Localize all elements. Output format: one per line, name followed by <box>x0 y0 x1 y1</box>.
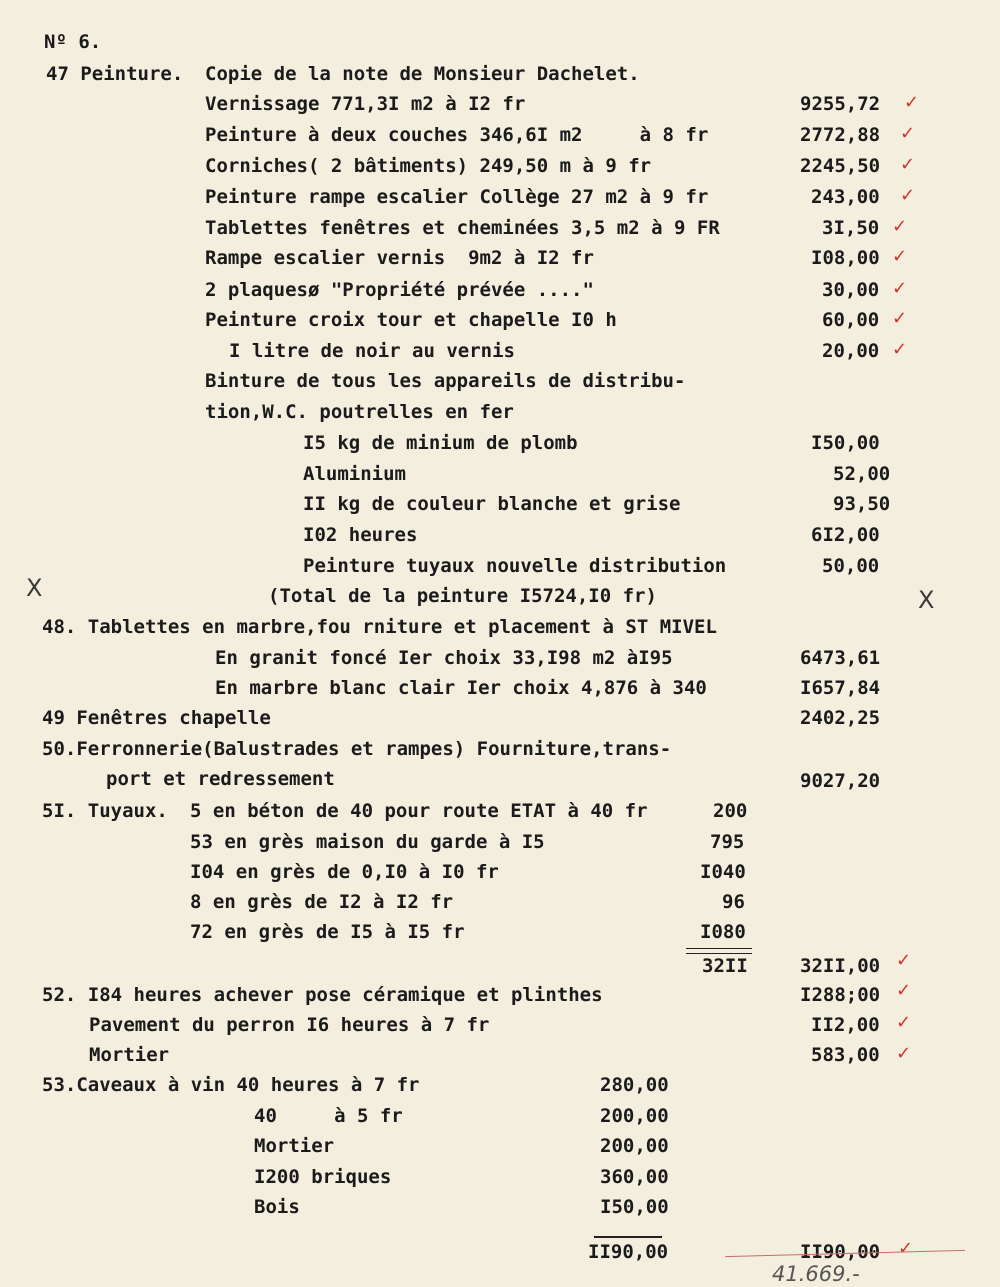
s51-item-amount: I080 <box>700 921 746 943</box>
s47-subitem-amount: 52,00 <box>833 463 891 485</box>
s53-item-label: I200 briques <box>254 1166 392 1188</box>
check-mark-icon: ✓ <box>898 1238 914 1259</box>
s47-item-amount: 60,00 <box>822 309 880 331</box>
section-50-line: 50.Ferronnerie(Balustrades et rampes) Fourniture,trans- <box>42 738 672 760</box>
s53-item-amount: 360,00 <box>600 1166 669 1188</box>
s53-subtotal-rule <box>594 1236 662 1238</box>
s53-item-label: Mortier <box>254 1135 335 1157</box>
s47-subitem-amount: 50,00 <box>822 555 880 577</box>
s47-item-label: Peinture à deux couches 346,6I m2 à 8 fr <box>205 124 709 146</box>
s51-item-amount: 200 <box>713 800 748 822</box>
s47-item-amount: 243,00 <box>811 186 880 208</box>
check-mark-icon: ✓ <box>896 980 912 1001</box>
section-47-title: 47 Peinture. <box>46 63 184 85</box>
page-number: Nº 6. <box>44 31 102 53</box>
s51-item-amount: I040 <box>700 861 746 883</box>
s47-subitem-label: Aluminium <box>303 463 406 485</box>
section-53-amount: II90,00 <box>800 1241 881 1263</box>
s53-item-amount: 280,00 <box>600 1074 669 1096</box>
cross-mark-icon: X <box>26 574 43 602</box>
s47-item-amount: 2245,50 <box>800 155 881 177</box>
s52-item-amount: I288;00 <box>800 984 881 1006</box>
s47-subitem-label: I02 heures <box>303 524 418 546</box>
s47-item-label: 2 plaquesø "Propriété prévée ...." <box>205 279 594 301</box>
s48-item-amount: 6473,61 <box>800 647 881 669</box>
s47-item-label: Peinture rampe escalier Collège 27 m2 à 9 fr <box>205 186 709 208</box>
s47-item-amount: I08,00 <box>811 247 880 269</box>
s52-item-label: Mortier <box>89 1044 170 1066</box>
s47-item-label: Corniches( 2 bâtiments) 249,50 m à 9 fr <box>205 155 652 177</box>
check-mark-icon: ✓ <box>892 339 908 360</box>
s47-subitem-amount: 6I2,00 <box>811 524 880 546</box>
section-47-subtitle: Copie de la note de Monsieur Dachelet. <box>205 63 640 85</box>
s47-item-label: Tablettes fenêtres et cheminées 3,5 m2 à 9 FR <box>205 217 720 239</box>
s47-item-label: Rampe escalier vernis 9m2 à I2 fr <box>205 247 594 269</box>
s53-item-label: 53.Caveaux à vin 40 heures à 7 fr <box>42 1074 420 1096</box>
s47-item-amount: 20,00 <box>822 340 880 362</box>
s47-item-label: Peinture croix tour et chapelle I0 h <box>205 309 617 331</box>
check-mark-icon: ✓ <box>892 246 908 267</box>
s52-item-amount: II2,00 <box>811 1014 880 1036</box>
check-mark-icon: ✓ <box>892 308 908 329</box>
s53-item-label: 40 à 5 fr <box>254 1105 403 1127</box>
s53-item-amount: 200,00 <box>600 1105 669 1127</box>
s53-item-amount: I50,00 <box>600 1196 669 1218</box>
s51-item-label: I04 en grès de 0,I0 à I0 fr <box>190 861 499 883</box>
check-mark-icon: ✓ <box>900 185 916 206</box>
check-mark-icon: ✓ <box>892 278 908 299</box>
s52-item-label: 52. I84 heures achever pose céramique et plinthes <box>42 984 603 1006</box>
section-50-amount: 9027,20 <box>800 770 881 792</box>
s47-subitem-label: Peinture tuyaux nouvelle distribution <box>303 555 727 577</box>
check-mark-icon: ✓ <box>896 1012 912 1033</box>
s47-distribution-line: tion,W.C. poutrelles en fer <box>205 401 514 423</box>
s48-item-label: En marbre blanc clair Ier choix 4,876 à 340 <box>215 677 707 699</box>
s47-item-label: Vernissage 771,3I m2 à I2 fr <box>205 93 526 115</box>
s51-item-label: 53 en grès maison du garde à I5 <box>190 831 545 853</box>
s47-item-amount: 2772,88 <box>800 124 881 146</box>
s52-item-amount: 583,00 <box>811 1044 880 1066</box>
check-mark-icon: ✓ <box>892 216 908 237</box>
s52-item-label: Pavement du perron I6 heures à 7 fr <box>89 1014 490 1036</box>
s53-item-amount: 200,00 <box>600 1135 669 1157</box>
s47-item-amount: 30,00 <box>822 279 880 301</box>
section-50-line: port et redressement <box>106 768 335 790</box>
s47-distribution-line: Binture de tous les appareils de distribu- <box>205 370 686 392</box>
s51-item-amount: 795 <box>710 831 745 853</box>
s47-subitem-label: I5 kg de minium de plomb <box>303 432 578 454</box>
s47-subitem-label: II kg de couleur blanche et grise <box>303 493 681 515</box>
s47-subitem-amount: 93,50 <box>833 493 891 515</box>
section-51-amount: 32II,00 <box>800 955 881 977</box>
s53-item-label: Bois <box>254 1196 300 1218</box>
s51-item-label: 5 en béton de 40 pour route ETAT à 40 fr <box>190 800 648 822</box>
s47-item-amount: 3I,50 <box>822 217 880 239</box>
check-mark-icon: ✓ <box>900 154 916 175</box>
section-49-label: 49 Fenêtres chapelle <box>42 707 271 729</box>
cross-mark-icon: X <box>918 586 935 614</box>
section-48-title: 48. Tablettes en marbre,fou rniture et placement à ST MIVEL <box>42 616 717 638</box>
s48-item-label: En granit foncé Ier choix 33,I98 m2 àI95 <box>215 647 673 669</box>
s48-item-amount: I657,84 <box>800 677 881 699</box>
s47-total: (Total de la peinture I5724,I0 fr) <box>268 585 657 607</box>
s47-item-label: I litre de noir au vernis <box>229 340 515 362</box>
s53-subtotal: II90,00 <box>588 1241 669 1263</box>
s51-item-amount: 96 <box>722 891 745 913</box>
s51-item-label: 72 en grès de I5 à I5 fr <box>190 921 465 943</box>
s47-subitem-amount: I50,00 <box>811 432 880 454</box>
s51-subtotal: 32II <box>702 955 748 977</box>
check-mark-icon: ✓ <box>900 123 916 144</box>
s47-item-amount: 9255,72 <box>800 93 881 115</box>
check-mark-icon: ✓ <box>904 92 920 113</box>
check-mark-icon: ✓ <box>896 1043 912 1064</box>
s51-item-label: 8 en grès de I2 à I2 fr <box>190 891 454 913</box>
section-51-title: 5I. Tuyaux. <box>42 800 168 822</box>
check-mark-icon: ✓ <box>896 950 912 971</box>
section-49-amount: 2402,25 <box>800 707 881 729</box>
handwritten-total: 41.669.- <box>772 1262 860 1286</box>
